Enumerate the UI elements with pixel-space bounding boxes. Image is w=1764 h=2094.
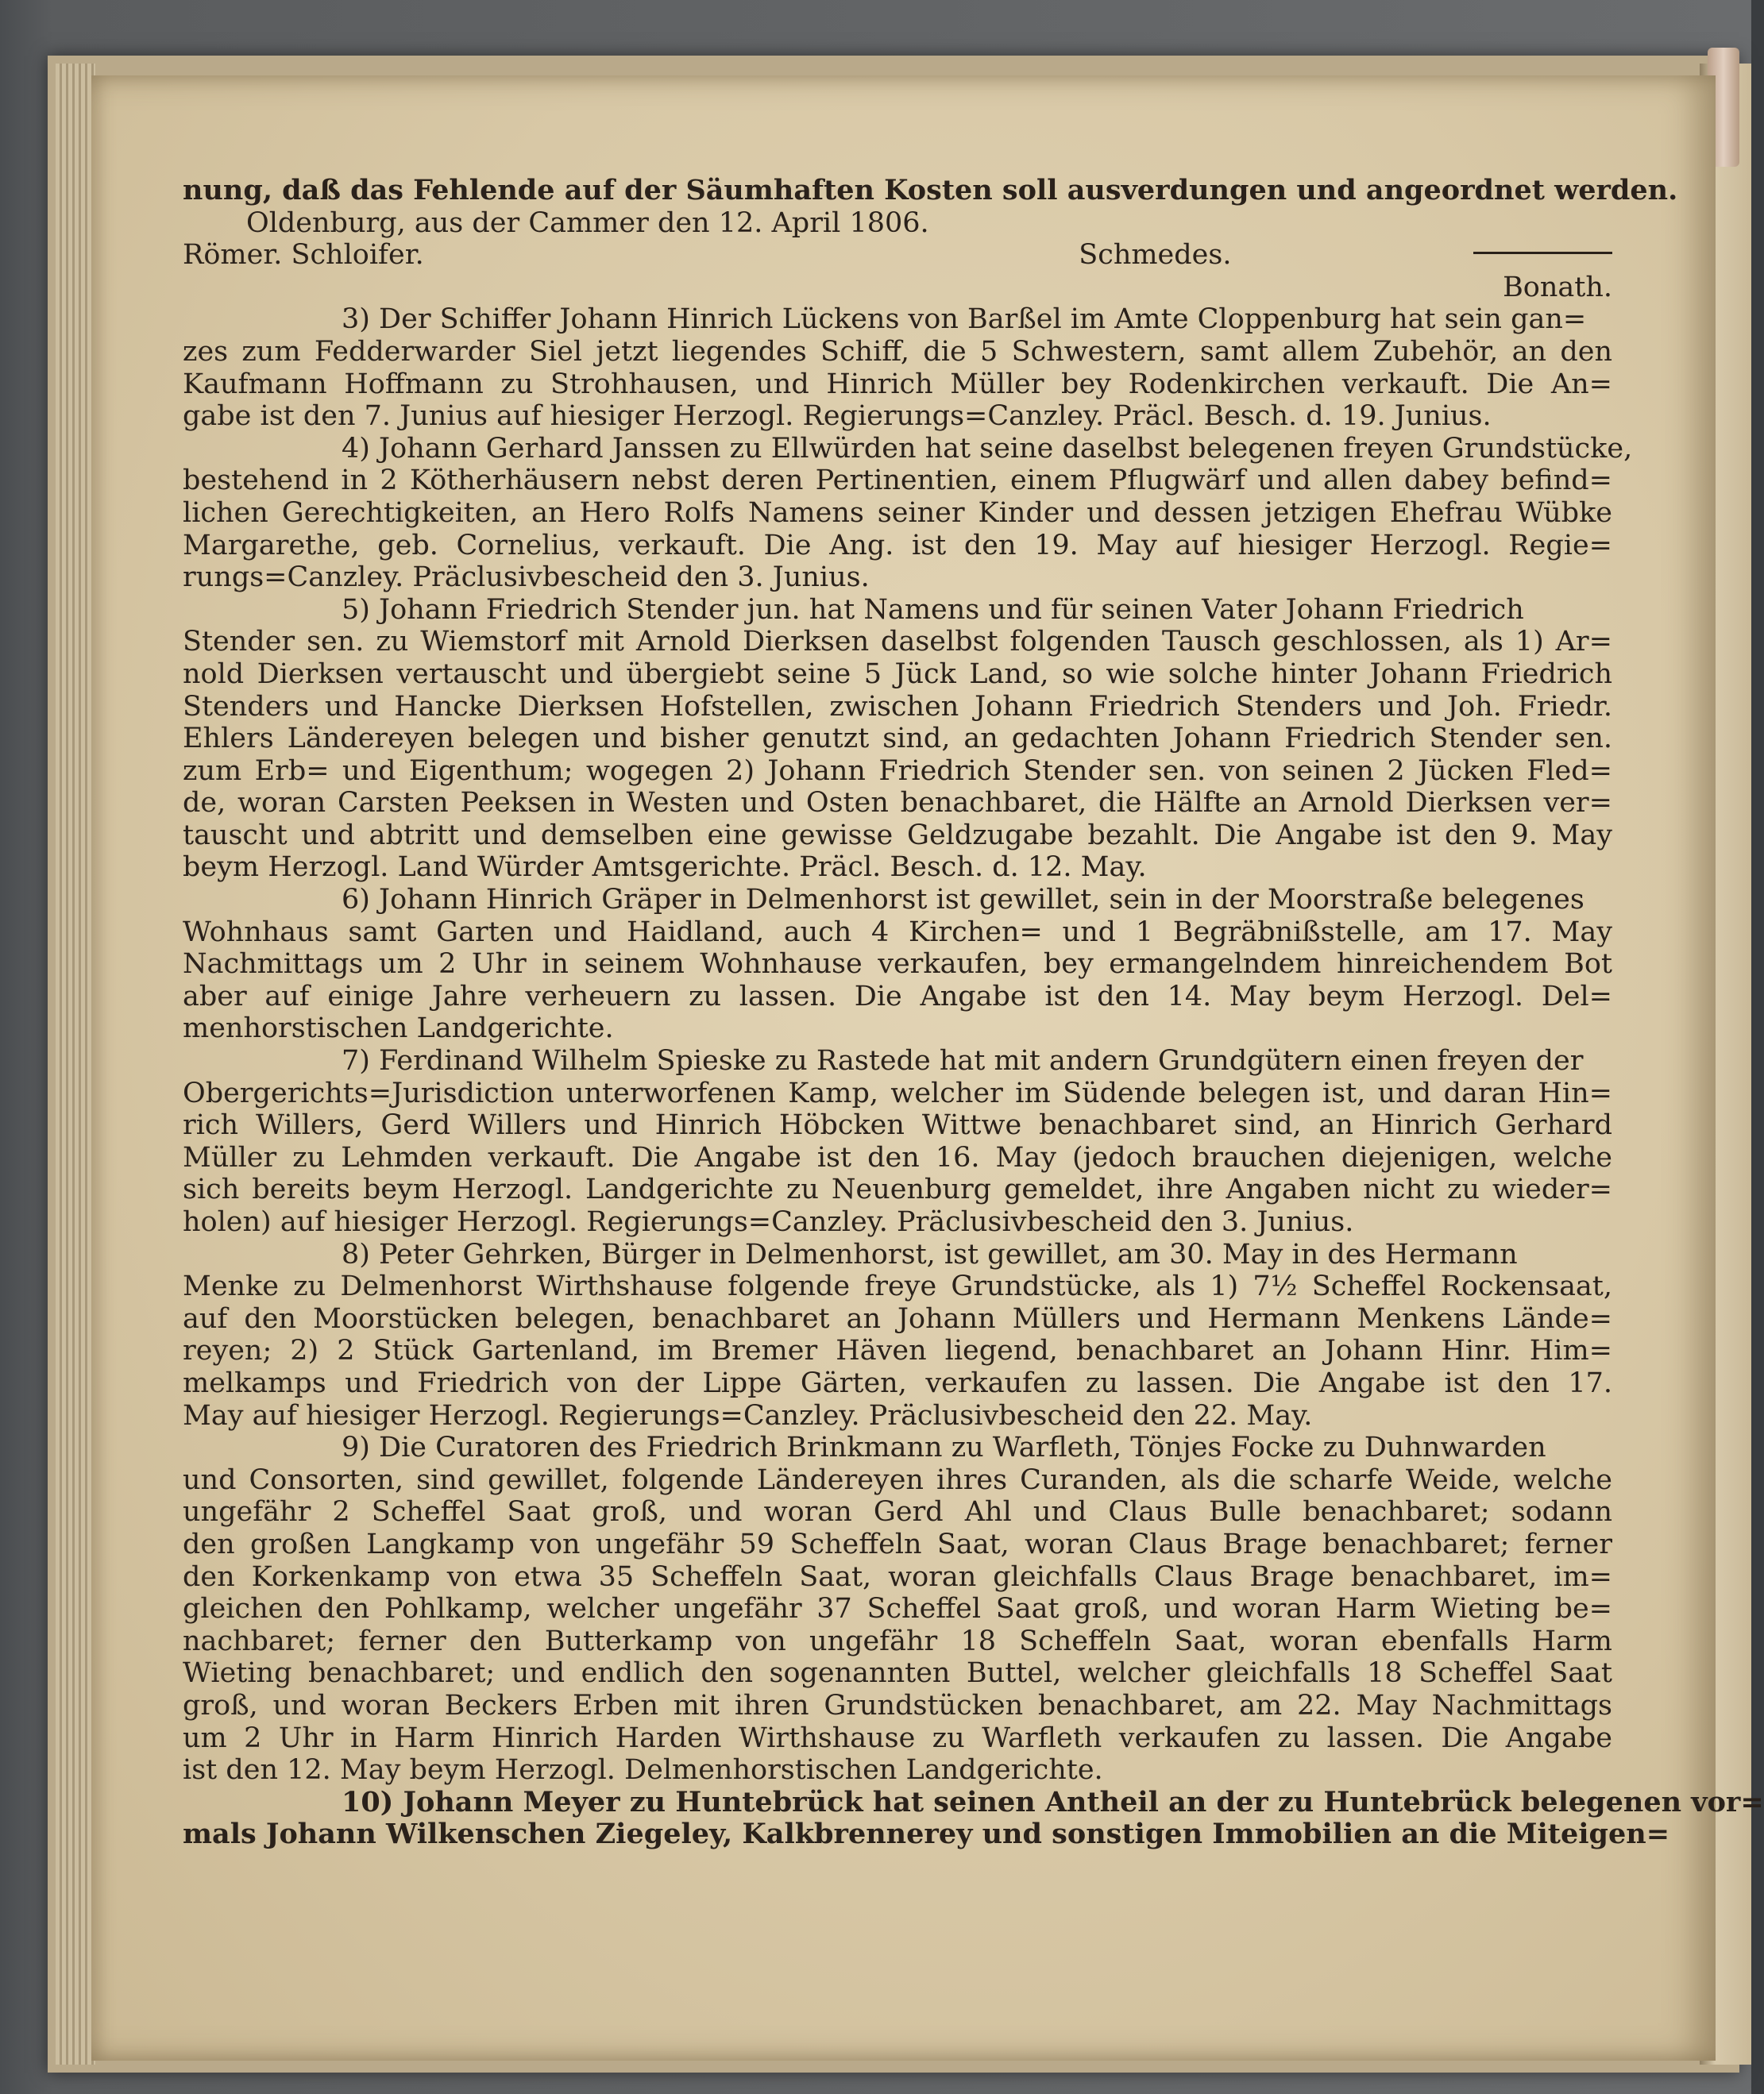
text-line: Wieting benachbaret; und endlich den sogenannten Buttel, welcher gleichfalls 18 Scheffel Saat bbox=[183, 1657, 1612, 1690]
text-line: 8) Peter Gehrken, Bürger in Delmenhorst, ist gewillet, am 30. May in des Hermann bbox=[342, 1238, 1518, 1271]
text-line: reyen; 2) 2 Stück Gartenland, im Bremer Häven liegend, benachbaret an Johann Hinr. Him= bbox=[183, 1335, 1612, 1367]
text-line: ist den 12. May beym Herzogl. Delmenhorstischen Landgerichte. bbox=[183, 1754, 1103, 1787]
text-line: Margarethe, geb. Cornelius, verkauft. Die Ang. ist den 19. May auf hiesiger Herzogl. Regie= bbox=[183, 529, 1612, 561]
text-line: Stender sen. zu Wiemstorf mit Arnold Dierksen daselbst folgenden Tausch geschlossen, als 1) Ar= bbox=[183, 626, 1612, 658]
text-line: den großen Langkamp von ungefähr 59 Scheffeln Saat, woran Claus Brage benachbaret; ferner bbox=[183, 1528, 1612, 1560]
text-line: nold Dierksen vertauscht und übergiebt seine 5 Jück Land, so wie solche hinter Johann Friedrich bbox=[183, 658, 1612, 690]
text-line: Obergerichts=Jurisdiction unterworfenen Kamp, welcher im Südende belegen ist, und daran Hin= bbox=[183, 1077, 1612, 1109]
signature-left: Römer. Schloifer. bbox=[183, 239, 424, 272]
text-line: bestehend in 2 Kötherhäusern nebst deren Pertinentien, einem Pflugwärf und allen dabey befind= bbox=[183, 465, 1612, 497]
signature-right: Bonath. bbox=[1503, 271, 1612, 303]
text-line: und Consorten, sind gewillet, folgende Ländereyen ihres Curanden, als die scharfe Weide, welche bbox=[183, 1463, 1612, 1496]
text-line: sich bereits beym Herzogl. Landgerichte zu Neuenburg gemeldet, ihre Angaben nicht zu wieder= bbox=[183, 1174, 1612, 1206]
text-line: beym Herzogl. Land Würder Amtsgerichte. Präcl. Besch. d. 12. May. bbox=[183, 851, 1147, 884]
text-line: Wohnhaus samt Garten und Haidland, auch 4 Kirchen= und 1 Begräbnißstelle, am 17. May bbox=[183, 916, 1612, 948]
text-line: melkamps und Friedrich von der Lippe Gärten, verkaufen zu lassen. Die Angabe ist den 17. bbox=[183, 1367, 1612, 1399]
signature-rule bbox=[1473, 252, 1612, 254]
text-line: Menke zu Delmenhorst Wirthshause folgende freye Grundstücke, als 1) 7½ Scheffel Rockensaat, bbox=[183, 1271, 1612, 1303]
notice-paragraph bbox=[183, 1785, 1764, 1851]
text-line: de, woran Carsten Peeksen in Westen und Osten benachbaret, die Hälfte an Arnold Dierksen ver= bbox=[183, 787, 1612, 819]
notice-paragraph bbox=[183, 1045, 1612, 1239]
text-line: 10) Johann Meyer zu Huntebrück hat seinen Antheil an der zu Huntebrück belegenen vor= bbox=[342, 1785, 1764, 1818]
text-line: gabe ist den 7. Junius auf hiesiger Herzogl. Regierungs=Canzley. Präcl. Besch. d. 19. Junius. bbox=[183, 400, 1492, 433]
notice-paragraph bbox=[183, 1432, 1612, 1787]
notice-paragraph bbox=[183, 884, 1612, 1045]
page-edges bbox=[56, 64, 95, 2065]
signatures bbox=[183, 239, 1612, 272]
text-line: den Korkenkamp von etwa 35 Scheffeln Saat, woran gleichfalls Claus Brage benachbaret, im= bbox=[183, 1560, 1612, 1593]
text-line: Stenders und Hancke Dierksen Hofstellen, zwischen Johann Friedrich Stenders und Joh. Friedr. bbox=[183, 690, 1612, 723]
text-line: Kaufmann Hoffmann zu Strohhausen, und Hinrich Müller bey Rodenkirchen verkauft. Die An= bbox=[183, 368, 1612, 400]
text-line: gleichen den Pohlkamp, welcher ungefähr 37 Scheffel Saat groß, und woran Harm Wieting be= bbox=[183, 1593, 1612, 1625]
notice-paragraph bbox=[183, 432, 1633, 594]
text-line: 9) Die Curatoren des Friedrich Brinkmann zu Warfleth, Tönjes Focke zu Duhnwarden bbox=[342, 1432, 1546, 1464]
text-line: rich Willers, Gerd Willers und Hinrich Höbcken Wittwe benachbaret sind, an Hinrich Gerhard bbox=[183, 1109, 1612, 1142]
text-line: nachbaret; ferner den Butterkamp von ungefähr 18 Scheffeln Saat, woran ebenfalls Harm bbox=[183, 1625, 1612, 1657]
text-line: 5) Johann Friedrich Stender jun. hat Namens und für seinen Vater Johann Friedrich bbox=[342, 593, 1524, 626]
notices bbox=[183, 303, 1764, 1851]
page-text bbox=[183, 174, 1764, 1851]
notice-paragraph bbox=[183, 594, 1612, 884]
text-line: Ehlers Ländereyen belegen und bisher genutzt sind, an gedachten Johann Friedrich Stender sen. bbox=[183, 723, 1612, 755]
text-line: mals Johann Wilkenschen Ziegeley, Kalkbrennerey und sonstigen Immobilien an die Miteigen= bbox=[183, 1818, 1670, 1851]
text-line: 7) Ferdinand Wilhelm Spieske zu Rastede hat mit andern Grundgütern einen freyen der bbox=[342, 1045, 1584, 1078]
header-line: nung, daß das Fehlende auf der Säumhaften Kosten soll ausverdungen und angeordnet werden. bbox=[183, 174, 1678, 206]
signature-mid: Schmedes. bbox=[1079, 239, 1232, 272]
place-date: Oldenburg, aus der Cammer den 12. April 1806. bbox=[246, 206, 929, 239]
text-line: Müller zu Lehmden verkauft. Die Angabe ist den 16. May (jedoch brauchen diejenigen, welche bbox=[183, 1141, 1612, 1174]
text-line: um 2 Uhr in Harm Hinrich Harden Wirthshause zu Warfleth verkaufen zu lassen. Die Angabe bbox=[183, 1722, 1612, 1754]
text-line: groß, und woran Beckers Erben mit ihren Grundstücken benachbaret, am 22. May Nachmittags bbox=[183, 1689, 1612, 1722]
text-line: 4) Johann Gerhard Janssen zu Ellwürden hat seine daselbst belegenen freyen Grundstücke, bbox=[342, 432, 1633, 465]
text-line: holen) auf hiesiger Herzogl. Regierungs=Canzley. Präclusivbescheid den 3. Junius. bbox=[183, 1206, 1354, 1238]
text-line: 3) Der Schiffer Johann Hinrich Lückens von Barßel im Amte Cloppenburg hat sein gan= bbox=[342, 303, 1587, 336]
text-line: Nachmittags um 2 Uhr in seinem Wohnhause verkaufen, bey ermangelndem hinreichendem Bot bbox=[183, 948, 1612, 981]
text-line: zum Erb= und Eigenthum; wogegen 2) Johann Friedrich Stender sen. von seinen 2 Jücken Fled= bbox=[183, 754, 1612, 787]
text-line: rungs=Canzley. Präclusivbescheid den 3. Junius. bbox=[183, 561, 870, 594]
text-line: lichen Gerechtigkeiten, an Hero Rolfs Namens seiner Kinder und dessen jetzigen Ehefrau Wübke bbox=[183, 496, 1612, 529]
notice-paragraph bbox=[183, 1239, 1612, 1433]
text-line: menhorstischen Landgerichte. bbox=[183, 1012, 614, 1045]
text-line: 6) Johann Hinrich Gräper in Delmenhorst ist gewillet, sein in der Moorstraße belegenes bbox=[342, 884, 1585, 916]
text-line: ungefähr 2 Scheffel Saat groß, und woran Gerd Ahl und Claus Bulle benachbaret; sodann bbox=[183, 1496, 1612, 1529]
text-line: zes zum Fedderwarder Siel jetzt liegendes Schiff, die 5 Schwestern, samt allem Zubehör, an den bbox=[183, 335, 1612, 368]
notice-paragraph bbox=[183, 303, 1612, 432]
text-line: tauscht und abtritt und demselben eine gewisse Geldzugabe bezahlt. Die Angabe ist den 9. May bbox=[183, 819, 1612, 851]
text-line: auf den Moorstücken belegen, benachbaret an Johann Müllers und Hermann Menkens Lände= bbox=[183, 1302, 1612, 1335]
text-line: aber auf einige Jahre verheuern zu lassen. Die Angabe ist den 14. May beym Herzogl. Del= bbox=[183, 980, 1612, 1012]
text-line: May auf hiesiger Herzogl. Regierungs=Canzley. Präclusivbescheid den 22. May. bbox=[183, 1399, 1313, 1432]
